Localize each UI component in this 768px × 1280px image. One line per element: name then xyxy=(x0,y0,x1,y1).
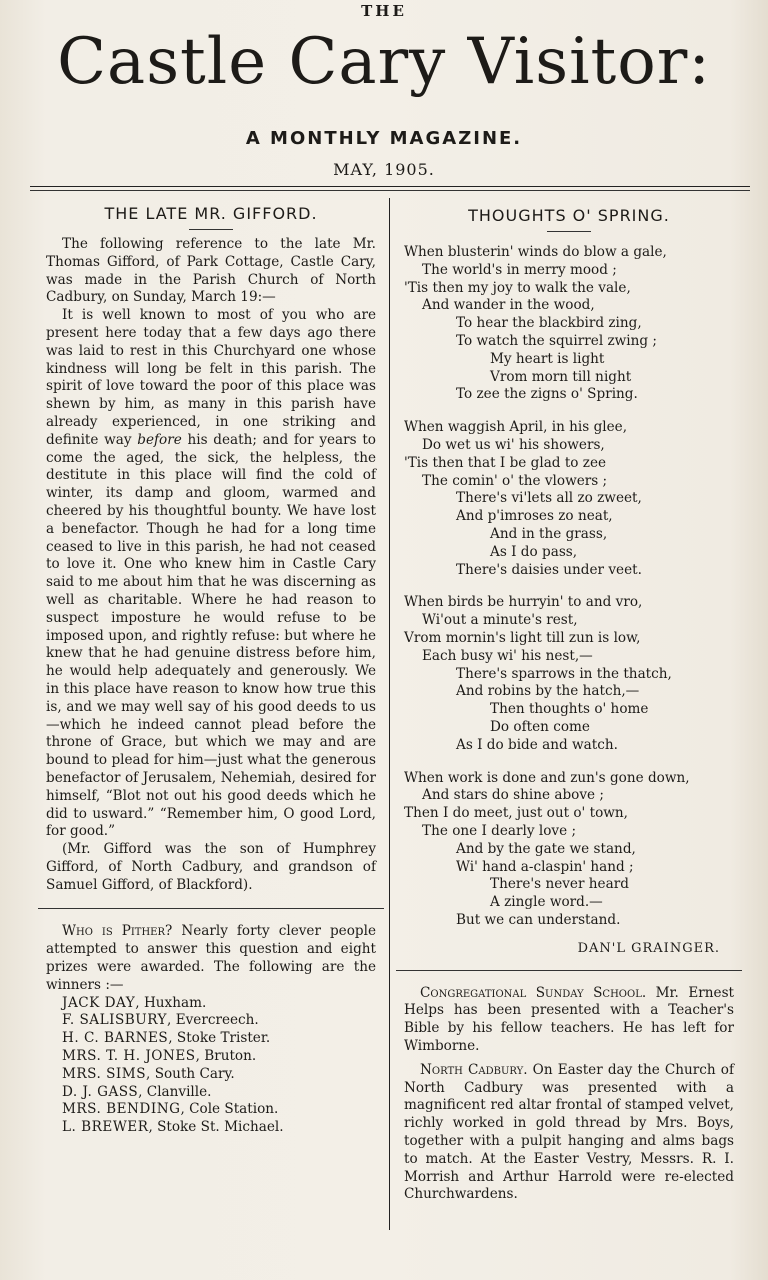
winner-name: F. SALISBURY xyxy=(62,1012,168,1029)
winner-item xyxy=(62,1119,376,1137)
poem-line: There's never heard xyxy=(490,876,629,893)
pither-notice: Who is Pither? Nearly forty clever people attempted to answer this question and eight prizes were awarded. The following are the winners :— xyxy=(46,923,376,993)
poem-line: And stars do shine above ; xyxy=(422,787,604,804)
poem-line: Wi' hand a-claspin' hand ; xyxy=(456,858,634,875)
winner-item xyxy=(62,1066,376,1084)
pither-lead: Who is Pither? xyxy=(62,923,173,940)
winner-place: , Evercreech. xyxy=(167,1012,259,1029)
poem-line: Do wet us wi' his showers, xyxy=(422,436,605,453)
winner-place: , South Cary. xyxy=(146,1065,235,1082)
poem-line: Then I do meet, just out o' town, xyxy=(404,805,628,822)
gifford-paragraph-intro: The following reference to the late Mr. Thomas Gifford, of Park Cottage, Castle Cary, was made in the Parish Church of North Cadbury, on Sunday, March 19:— xyxy=(46,236,376,306)
poem-stanza xyxy=(404,594,734,754)
right-column xyxy=(404,198,734,1204)
heading-rule xyxy=(547,231,591,232)
masthead-article: THE xyxy=(361,2,407,20)
winner-place: , Stoke Trister. xyxy=(168,1030,271,1047)
winner-place: , Huxham. xyxy=(135,994,207,1011)
poem-line: As I do bide and watch. xyxy=(456,736,618,753)
poem-line: To hear the blackbird zing, xyxy=(456,315,642,332)
poem-line: The world's in merry mood ; xyxy=(422,261,617,278)
winner-name: MRS. BENDING xyxy=(62,1101,181,1118)
winner-place: , Cole Station. xyxy=(180,1101,279,1118)
poem-line: There's daisies under veet. xyxy=(456,561,642,578)
winner-item xyxy=(62,1012,376,1030)
header-rule xyxy=(30,186,750,187)
poem-heading: THOUGHTS O' SPRING. xyxy=(468,206,670,225)
winner-item xyxy=(62,1030,376,1048)
poem-line: Then thoughts o' home xyxy=(490,701,649,718)
poem-line: But we can understand. xyxy=(456,911,621,928)
winner-place: , Clanville. xyxy=(138,1083,212,1100)
issue-date: MAY, 1905. xyxy=(333,160,435,179)
poem-line: 'Tis then my joy to walk the vale, xyxy=(404,279,631,296)
poem-stanza xyxy=(404,770,734,930)
poem-line: To watch the squirrel zwing ; xyxy=(456,332,657,349)
gifford-article xyxy=(46,236,376,894)
winner-name: L. BREWER xyxy=(62,1119,149,1136)
poem-line: The one I dearly love ; xyxy=(422,822,577,839)
poem-line: When waggish April, in his glee, xyxy=(404,419,628,436)
gifford-heading: THE LATE MR. GIFFORD. xyxy=(104,204,318,223)
section-rule xyxy=(396,970,742,971)
poem-line: And p'imroses zo neat, xyxy=(456,508,613,525)
poem-line: And wander in the wood, xyxy=(422,297,595,314)
poem-line: And robins by the hatch,— xyxy=(456,683,640,700)
winner-name: D. J. GASS xyxy=(62,1083,139,1100)
poem-stanza xyxy=(404,419,734,579)
poem-line: Wi'out a minute's rest, xyxy=(422,612,578,629)
poem-line: A zingle word.— xyxy=(490,894,603,911)
header-rule-thin xyxy=(30,190,750,191)
poem-line: 'Tis then that I be glad to zee xyxy=(404,454,607,471)
poem-line: When work is done and zun's gone down, xyxy=(404,769,690,786)
poem-body xyxy=(404,244,734,930)
notices xyxy=(404,985,734,1205)
masthead-title: Castle Cary Visitor: xyxy=(57,25,711,99)
winner-name: MRS. SIMS xyxy=(62,1065,147,1082)
poem-line: The comin' o' the vlowers ; xyxy=(422,472,608,489)
winner-item xyxy=(62,1101,376,1119)
winner-place: , Bruton. xyxy=(195,1048,257,1065)
north-cadbury-notice: North Cadbury. On Easter day the Church of North Cadbury was presented with a magnificent red altar frontal of stamped velvet, richly worked in gold thread by Mrs. Boys, together with a pulpit hanging and alms bags to match. At the Easter Vestry, Messrs. R. I. Morrish and Arthur Harrold were re-elected Churchwardens. xyxy=(404,1061,734,1203)
winners-list xyxy=(46,995,376,1137)
winner-place: , Stoke St. Michael. xyxy=(148,1119,284,1136)
gifford-paragraph-note: (Mr. Gifford was the son of Humphrey Gifford, of North Cadbury, and grandson of Samuel Gifford, of Blackford). xyxy=(46,841,376,893)
winner-item xyxy=(62,1048,376,1066)
poem-line: When blusterin' winds do blow a gale, xyxy=(404,244,667,260)
winner-name: H. C. BARNES xyxy=(62,1030,169,1047)
poem-stanza xyxy=(404,244,734,404)
sunday-school-notice: Congregational Sunday School. Mr. Ernest Helps has been presented with a Teacher's Bible by his fellow teachers. He has left for Wimborne. xyxy=(404,984,735,1055)
poem-line: Vrom mornin's light till zun is low, xyxy=(404,629,641,646)
winner-item xyxy=(62,995,376,1013)
poem-line: Each busy wi' his nest,— xyxy=(422,647,593,664)
gifford-paragraph-sermon: It is well known to most of you who are present here today that a few days ago there was laid to rest in this Churchyard one whose kindness will long be felt in this parish. The spirit of love toward the poor of this place was shewn by him, as many in this parish have already experienced, in one striking and definite way before his death; and for years to come the aged, the sick, the helpless, the destitute in this place will find the cold of winter, its damp and gloom, warmed and cheered by his thoughtful bounty. We have lost a benefactor. Though he had for a long time ceased to live in this parish, he had not ceased to love it. One who knew him in Castle Cary said to me about him that he was discerning as well as charitable. Where he had reason to suspect imposture he would refuse to be imposed upon, and rightly refuse: but where he knew that he had genuine distress before him, he would help adequately and generously. We in this place have reason to know how true this is, and we may well say of his good deeds to us—which he indeed cannot plead before the throne of Grace, but which we may and are bound to plead for him—just what the generous benefactor of Jerusalem, Nehemiah, desired for himself, “Blot not out his good deeds which he did to usward.” “Remember him, O good Lord, for good.” xyxy=(46,307,376,840)
magazine-subtitle: A MONTHLY MAGAZINE. xyxy=(245,128,523,149)
winner-item xyxy=(62,1084,376,1102)
poem-line: Do often come xyxy=(490,718,590,735)
poem-line: My heart is light xyxy=(490,350,605,367)
left-column xyxy=(46,198,376,1137)
poem-line: There's vi'lets all zo zweet, xyxy=(456,490,642,507)
poem-line: And in the grass, xyxy=(490,525,608,542)
poem-line: And by the gate we stand, xyxy=(456,840,636,857)
poem-line: Vrom morn till night xyxy=(490,368,632,385)
poem-line: To zee the zigns o' Spring. xyxy=(456,386,638,403)
column-divider xyxy=(389,198,390,1230)
section-rule xyxy=(38,908,384,909)
poem-line: There's sparrows in the thatch, xyxy=(456,665,672,682)
heading-rule xyxy=(189,229,233,230)
winner-name: MRS. T. H. JONES xyxy=(62,1048,196,1065)
poem-line: As I do pass, xyxy=(490,543,578,560)
poem-signature: DAN'L GRAINGER. xyxy=(577,940,720,956)
poem-line: When birds be hurryin' to and vro, xyxy=(404,594,643,611)
winner-name: JACK DAY xyxy=(62,994,136,1011)
